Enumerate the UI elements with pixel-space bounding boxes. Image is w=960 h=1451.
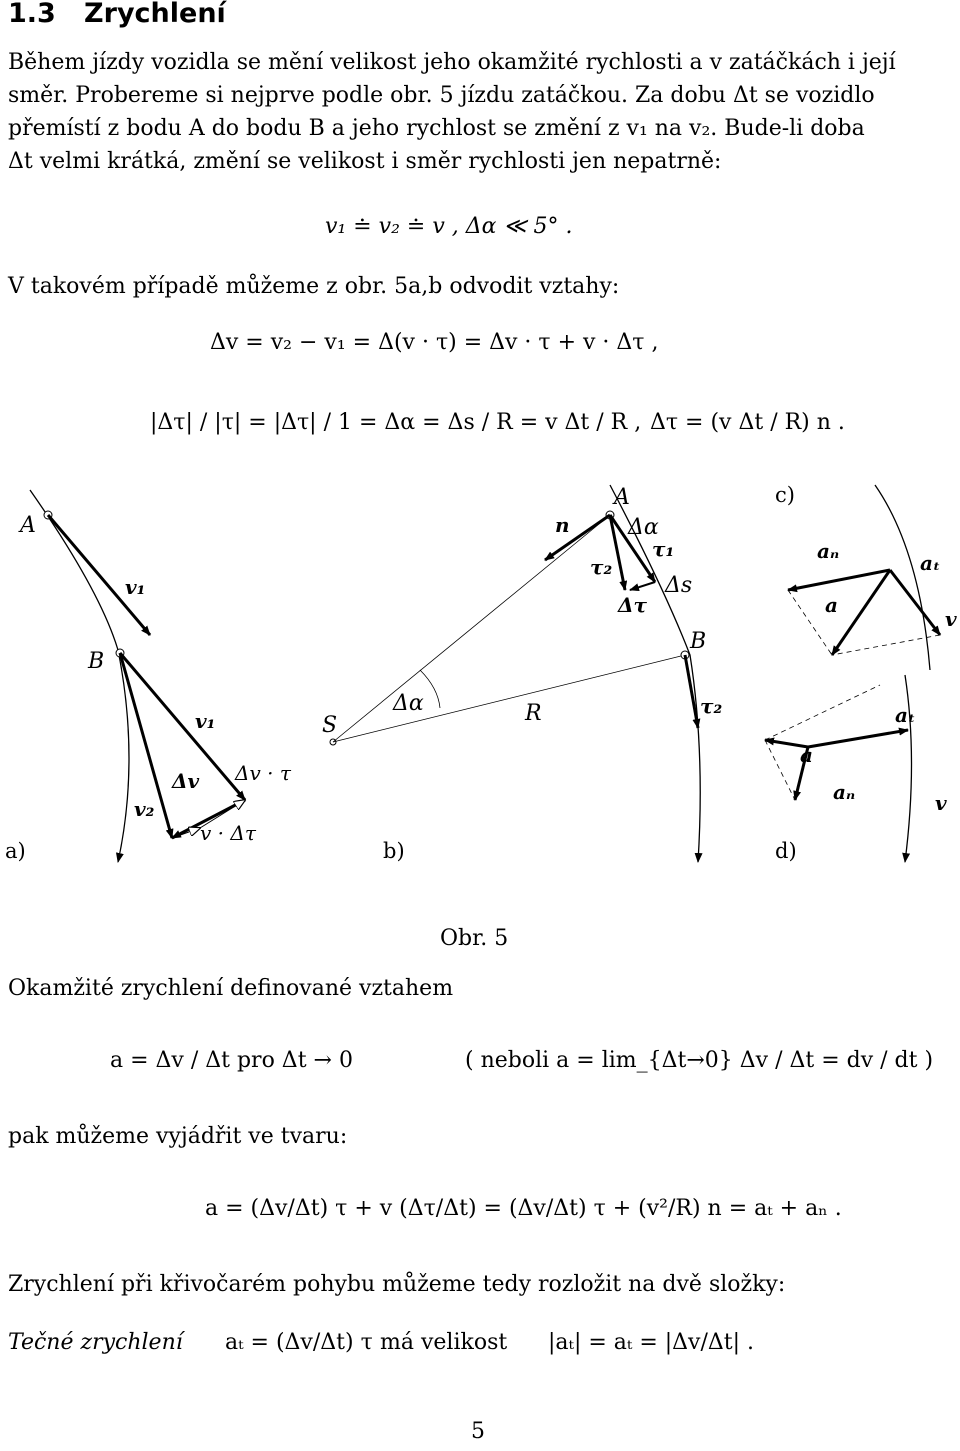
label-tau2: τ₂ xyxy=(590,555,613,579)
label-v1: v₁ xyxy=(125,575,146,599)
label-n: n xyxy=(555,513,570,537)
label-v-d: v xyxy=(935,791,947,815)
paragraph-definition xyxy=(8,972,453,1005)
label-delta-alpha: Δα xyxy=(393,691,424,716)
intro-paragraph xyxy=(8,46,896,178)
section-title: Zrychlení xyxy=(84,0,226,29)
dashed-line-d1 xyxy=(765,685,880,740)
equation-delta-tau-vector xyxy=(650,410,845,435)
label-b: B xyxy=(88,649,105,674)
label-a-t-d: aₜ xyxy=(895,703,916,727)
panel-label-a: a) xyxy=(5,839,26,863)
label-a: A xyxy=(20,513,36,538)
equation-delta-tau-left: |Δτ| / |τ| = |Δτ| / 1 = Δα = Δs / R = v Δt / R , xyxy=(150,410,642,435)
label-delta-v-tau: Δv · τ xyxy=(235,761,291,785)
equation-delta-tau xyxy=(150,410,641,435)
section-heading xyxy=(8,0,226,29)
label-a-d: a xyxy=(800,743,813,767)
label-a-t-c: aₜ xyxy=(920,551,941,575)
panel-label-d: d) xyxy=(775,839,797,863)
figure-panel-b xyxy=(322,485,722,863)
equation-acceleration-definition: a = Δv / Δt pro Δt → 0 xyxy=(110,1048,353,1073)
tangential-formula: aₜ = (Δv/Δt) τ xyxy=(225,1330,373,1355)
figure-panel-d xyxy=(765,675,947,863)
tangential-middle-text: má velikost xyxy=(380,1330,508,1355)
intro-line: přemístí z bodu A do bodu B a jeho rychlost se změní z v₁ na v₂. Bude-li doba xyxy=(8,116,865,141)
label-v1-shifted: v₁ xyxy=(195,709,216,733)
label-delta-v: Δv xyxy=(172,769,200,793)
equation-delta-tau-right: Δτ = (v Δt / R) n . xyxy=(650,410,845,435)
equation-velocity-approx: v₁ ≐ v₂ ≐ v , Δα ≪ 5° . xyxy=(325,214,573,239)
figure-panel-a xyxy=(5,490,292,863)
label-delta-alpha-top: Δα xyxy=(628,515,659,540)
figure-panel-c xyxy=(775,483,957,670)
tangential-magnitude: |aₜ| = aₜ = |Δv/Δt| . xyxy=(548,1330,755,1355)
label-a-b: A xyxy=(614,485,630,510)
label-tau2-shifted: τ₂ xyxy=(700,694,723,718)
definition-text: Okamžité zrychlení definované vztahem xyxy=(8,976,454,1001)
intro-line: směr. Probereme si nejprve podle obr. 5 jízdu zatáčkou. Za dobu Δt se vozidlo xyxy=(8,83,875,108)
label-a-c: a xyxy=(825,593,838,617)
label-v-delta-tau: v · Δτ xyxy=(200,821,256,845)
label-tau1: τ₁ xyxy=(652,537,675,561)
label-r: R xyxy=(525,701,542,726)
a-vector-c xyxy=(832,570,890,655)
paragraph-relations: V takovém případě můžeme z obr. 5a,b odvodit vztahy: xyxy=(8,274,620,299)
equation-acceleration-limit: ( neboli a = lim_{Δt→0} Δv / Δt = dv / dt ) xyxy=(465,1048,934,1073)
a-n-vector-c xyxy=(788,570,890,590)
dashed-line-d2 xyxy=(765,740,795,800)
delta-tau-vector xyxy=(630,582,655,590)
dashed-line-c2 xyxy=(832,635,940,655)
page-number: 5 xyxy=(471,1419,485,1444)
equation-delta-v: Δv = v₂ − v₁ = Δ(v · τ) = Δv · τ + v · Δτ , xyxy=(210,330,659,355)
a-t-vector-d xyxy=(808,730,908,747)
label-a-n-d: aₙ xyxy=(833,780,856,804)
equation-acceleration-decomposition: a = (Δv/Δt) τ + v (Δτ/Δt) = (Δv/Δt) τ + (v²/R) n = aₜ + aₙ . xyxy=(205,1196,842,1221)
label-delta-tau: Δτ xyxy=(618,593,647,617)
label-v2: v₂ xyxy=(134,797,155,821)
figure-caption: Obr. 5 xyxy=(440,926,509,951)
label-delta-s: Δs xyxy=(665,573,693,598)
intro-line: Δt velmi krátká, změní se velikost i směr rychlosti jen nepatrně: xyxy=(8,149,722,174)
panel-label-c: c) xyxy=(775,483,795,507)
paragraph-components: Zrychlení při křivočarém pohybu můžeme tedy rozložit na dvě složky: xyxy=(8,1272,786,1297)
label-v-c: v xyxy=(945,607,957,631)
panel-label-b: b) xyxy=(383,839,405,863)
label-b-b: B xyxy=(690,629,707,654)
tangential-term: Tečné zrychlení xyxy=(8,1330,183,1355)
intro-line: Během jízdy vozidla se mění velikost jeho okamžité rychlosti a v zatáčkách i její xyxy=(8,50,896,75)
label-a-n-c: aₙ xyxy=(817,539,840,563)
trajectory-curve xyxy=(30,490,129,862)
label-s: S xyxy=(322,713,338,738)
section-number: 1.3 xyxy=(8,0,56,29)
figure-5 xyxy=(0,470,960,890)
paragraph-express: pak můžeme vyjádřit ve tvaru: xyxy=(8,1124,348,1149)
